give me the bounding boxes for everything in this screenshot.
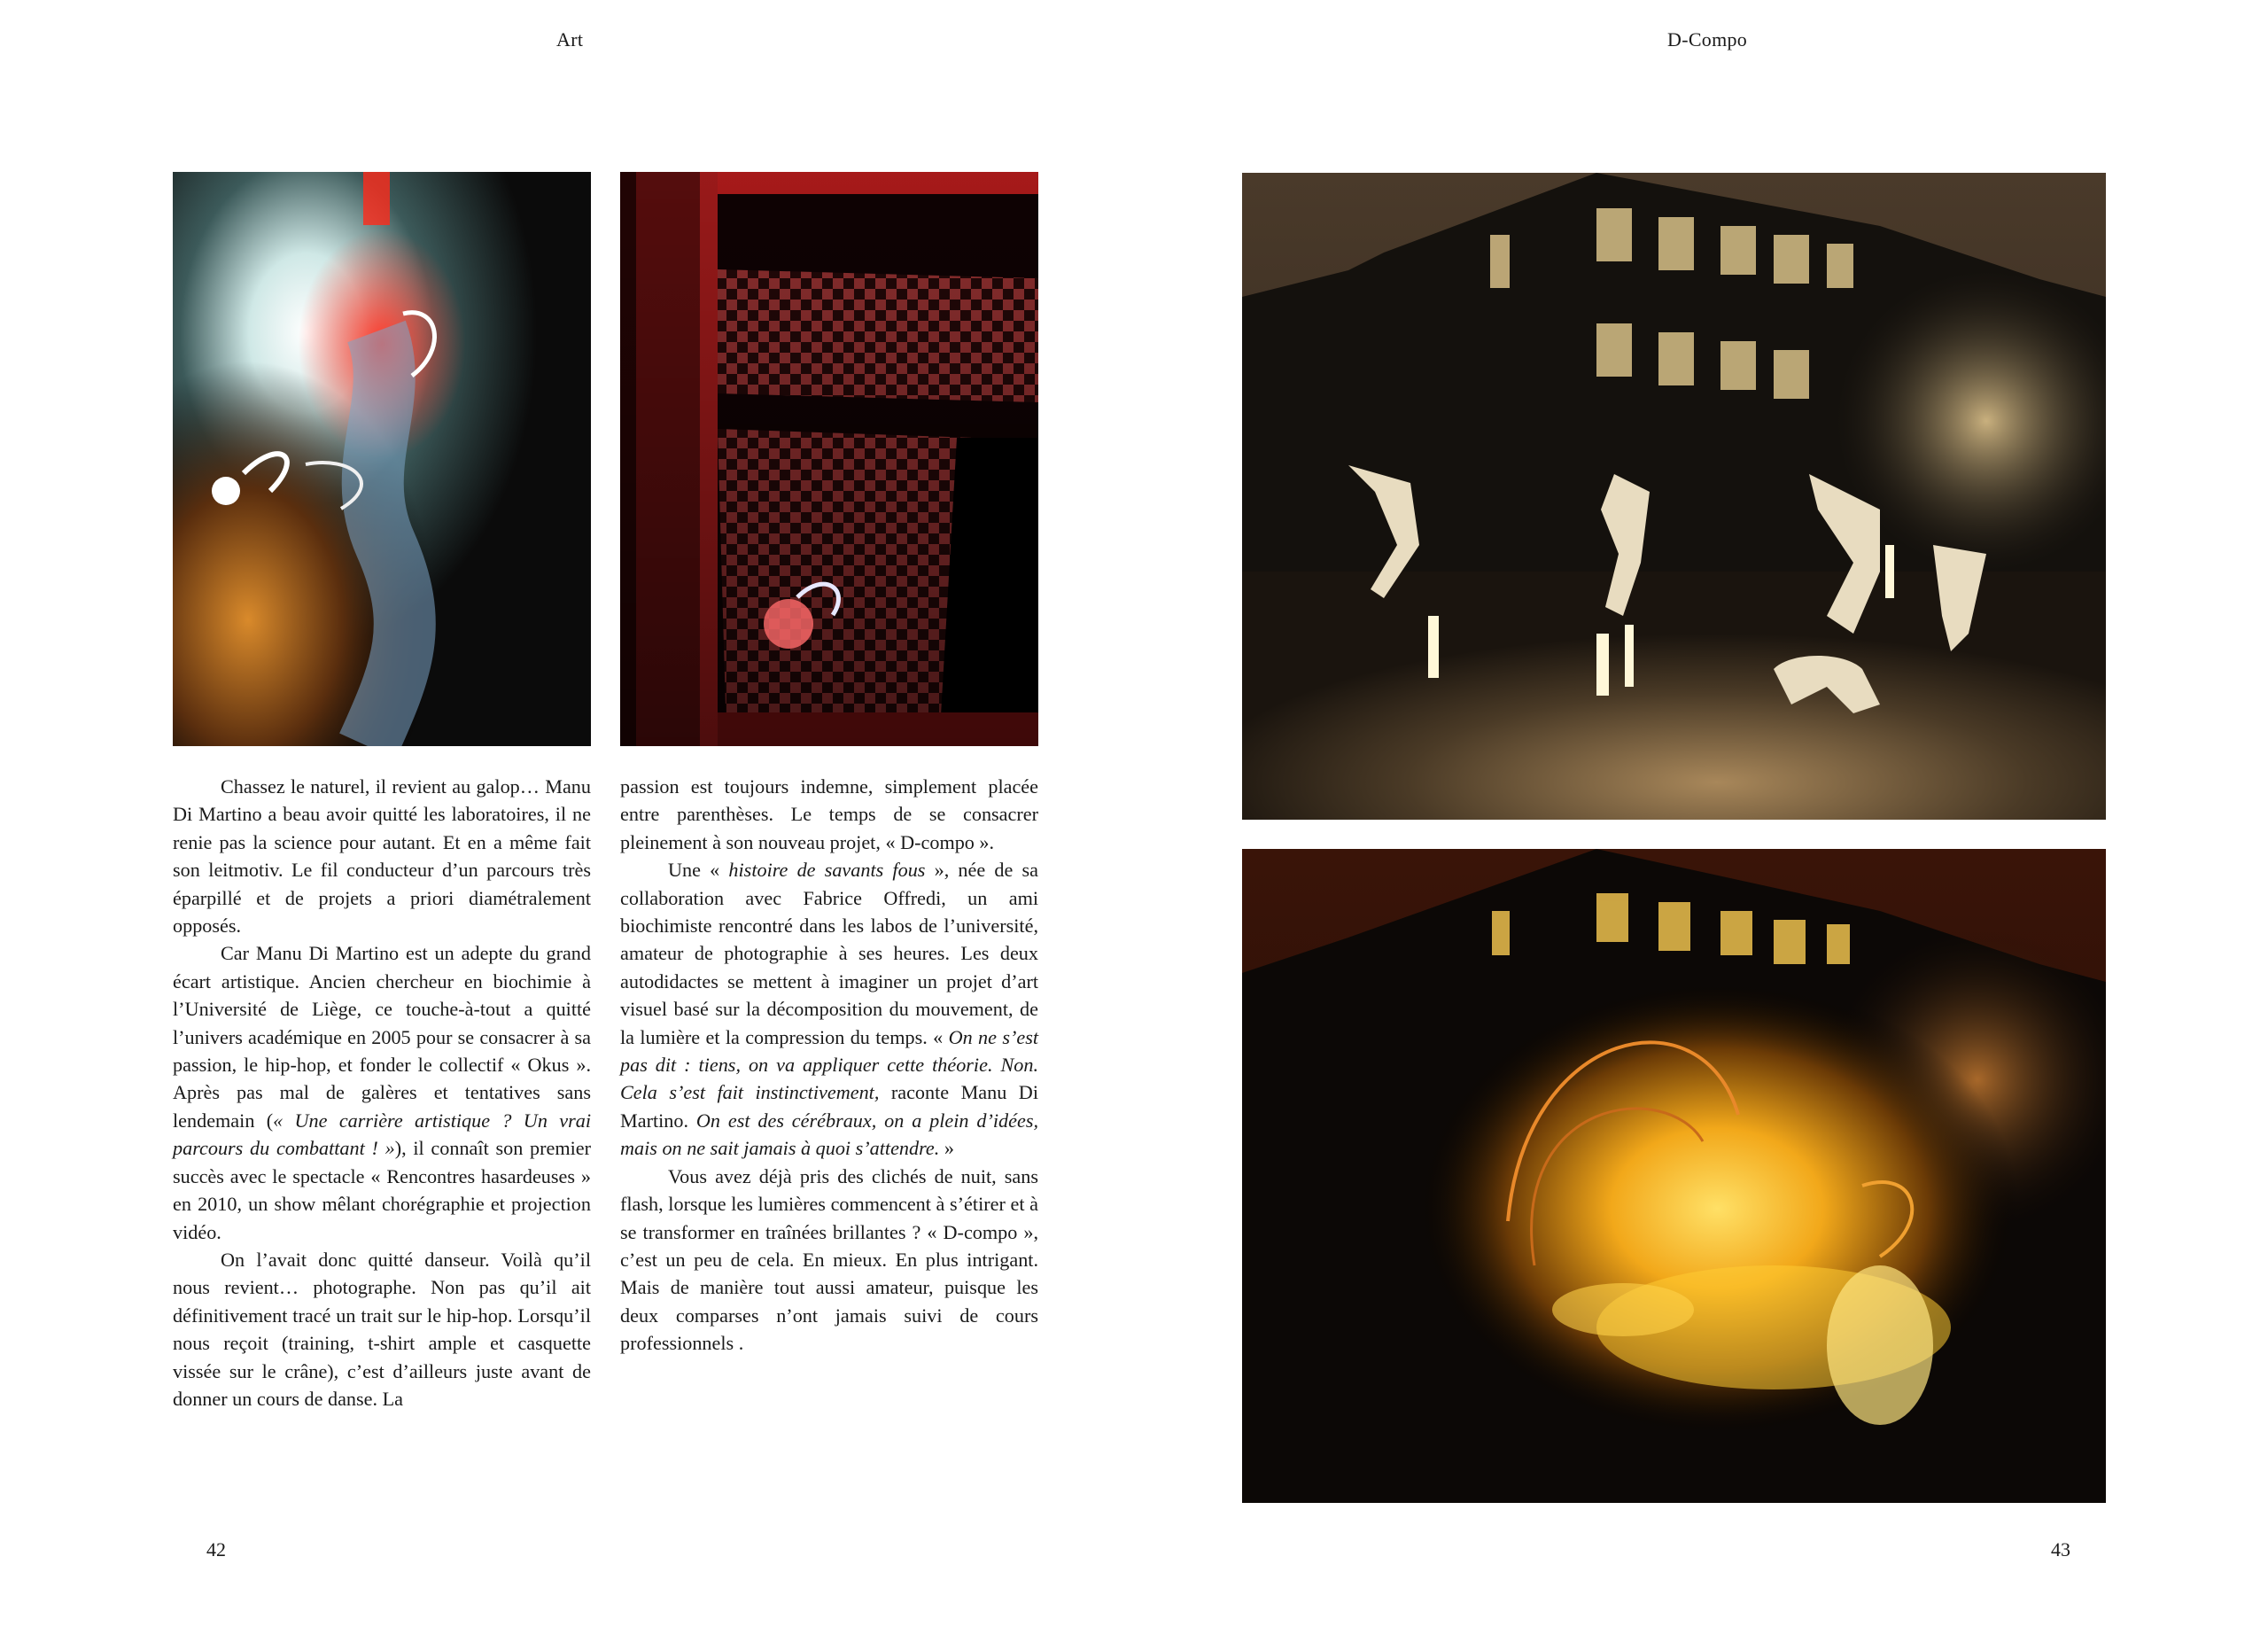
paragraph-4: Une « histoire de savants fous », née de sa collaboration avec Fabrice Offredi, un ami biochimiste rencontré dans les labos de l’université, amateur de photographie à ses heures. Les deux autodidactes se mettent à imaginer un projet d’art visuel basé sur la décomposition du mouvement, de la lumière et la compression du temps. « On ne s’est pas dit : tiens, on va appliquer cette théorie. Non. Cela s’est fait instinctivement, raconte Manu Di Martino. On est des cérébraux, on a plein d’idées, mais on ne sait jamais à quoi s’attendre. » [620,859,1039,1160]
paragraph-3-continued: passion est toujours indemne, simplement placée entre parenthèses. Le temps de se consacrer pleinement à son nouveau projet, « D-compo ». [620,775,1038,853]
article-column-2 [620,773,1038,1358]
page-number-left: 42 [206,1538,226,1560]
dancer-light-trails-photo [173,172,591,746]
article-column-1 [173,773,591,1413]
running-head-right: D-Compo [1667,28,1748,51]
jumping-dancers-night-photo [1242,173,2106,820]
paragraph-2: Car Manu Di Martino est un adepte du grand écart artistique. Ancien chercheur en biochimie à l’Université de Liège, ce touche-à-tout a quitté l’univers académique en 2005 pour se consacrer à sa passion, le hip-hop, et fonder le collectif « Okus ». Après pas mal de galères et tentatives sans lendemain (« Une carrière artistique ? Un vrai parcours du combattant ! »), il connaît son premier succès avec le spectacle « Rencontres hasardeuses » en 2010, un show mêlant chorégraphie et projection vidéo. [173,942,591,1243]
orange-light-painting-photo [1242,849,2106,1503]
paragraph-5: Vous avez déjà pris des clichés de nuit, sans flash, lorsque les lumières commencent à s’étirer et à se transformer en traînées brillantes ? « D-compo », c’est un peu de cela. En mieux. En plus intrigant. Mais de manière tout aussi amateur, puisque les deux comparses n’ont jamais suivi de cours professionnels . [620,1164,1038,1355]
checkered-stairwell-photo [620,172,1038,746]
running-head-left: Art [556,28,584,51]
paragraph-1: Chassez le naturel, il revient au galop… Manu Di Martino a beau avoir quitté les laboratoires, il ne renie pas la science pour autant. Et en a même fait son leitmotiv. Le fil conducteur d’un parcours très éparpillé et de projets a priori diamétralement opposés. [173,775,591,938]
right-page [1134,0,2268,1650]
paragraph-3: On l’avait donc quitté danseur. Voilà qu’il nous revient… photographe. Non pas qu’il ait définitivement tracé un trait sur le hip-hop. Lorsqu’il nous reçoit (training, t-shirt ample et casquette vissée sur le crâne), c’est d’ailleurs juste avant de donner un cours de danse. La [173,1248,591,1410]
page-number-right: 43 [2051,1538,2070,1560]
